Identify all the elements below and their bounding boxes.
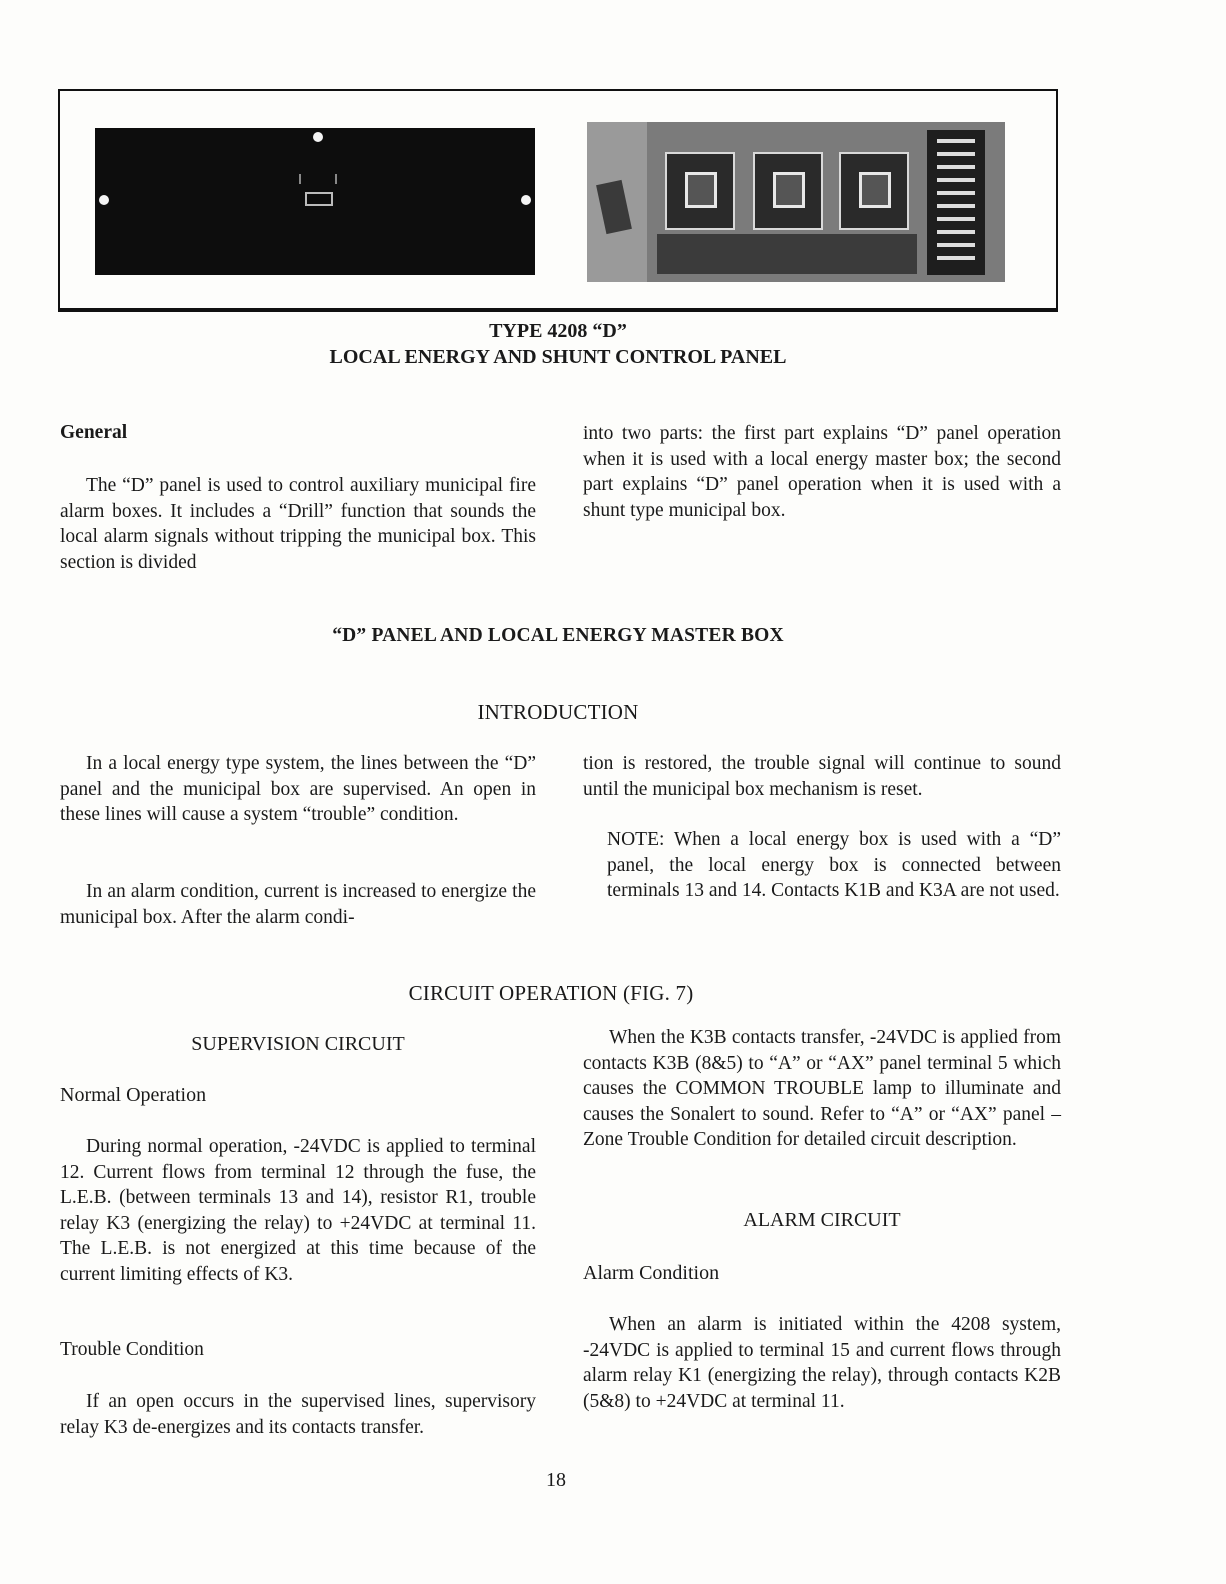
general-paragraph: The “D” panel is used to control auxiliary municipal fire alarm boxes. It includes a “Drill” function that sounds the local alarm signals without tripping the municipal box. This section is divided xyxy=(60,475,536,573)
intro-paragraph-1: In a local energy type system, the lines between the “D” panel and the municipal box are supervised. An open in these lines will cause a system “trouble” condition. xyxy=(60,753,536,825)
trouble-condition-heading: Trouble Condition xyxy=(60,1339,204,1360)
normal-operation-paragraph: During normal operation, -24VDC is applied to terminal 12. Current flows from terminal 12 through the fuse, the L.E.B. (between terminals 13 and 14), resistor R1, trouble relay K3 (energizing the relay) to +24VDC at terminal 11. The L.E.B. is not energized at this time because of the current limiting effects of K3. xyxy=(60,1136,536,1285)
figure-caption xyxy=(0,318,1116,370)
alarm-condition-paragraph: When an alarm is initiated within the 4208 system, -24VDC is applied to terminal 15 and current flows through alarm relay K1 (energizing the relay), through contacts K2B (5&8) to +24VDC at terminal 11. xyxy=(583,1314,1061,1412)
alarm-circuit-heading: ALARM CIRCUIT xyxy=(743,1209,901,1231)
intro-paragraph-2-continued: tion is restored, the trouble signal will continue to sound until the municipal box mechanism is reset. xyxy=(583,753,1061,800)
section-title: “D” PANEL AND LOCAL ENERGY MASTER BOX xyxy=(332,625,784,646)
supervision-circuit-heading: SUPERVISION CIRCUIT xyxy=(191,1033,405,1055)
k3b-transfer-paragraph: When the K3B contacts transfer, -24VDC is applied from contacts K3B (8&5) to “A” or “AX” panel terminal 5 which causes the COMMON TROUBLE lamp to illuminate and causes the Sonalert to sound. Refer to “A” or “AX” panel – Zone Trouble Condition for detailed circuit description. xyxy=(583,1027,1061,1150)
control-panel-photo xyxy=(95,128,535,275)
alarm-condition-heading: Alarm Condition xyxy=(583,1262,720,1284)
introduction-heading: INTRODUCTION xyxy=(477,700,639,724)
trouble-condition-paragraph: If an open occurs in the supervised lines, supervisory relay K3 de-energizes and its contacts transfer. xyxy=(60,1391,536,1438)
intro-paragraph-2: In an alarm condition, current is increased to energize the municipal box. After the alarm condi- xyxy=(60,881,536,928)
circuit-board-photo xyxy=(587,122,1005,282)
circuit-operation-heading: CIRCUIT OPERATION (FIG. 7) xyxy=(408,981,694,1005)
caption-line-2: LOCAL ENERGY AND SHUNT CONTROL PANEL xyxy=(329,346,787,368)
general-paragraph-continued: into two parts: the first part explains “D” panel operation when it is used with a local energy master box; the second part explains “D” panel operation when it is used with a shunt type municipal box. xyxy=(583,423,1061,521)
general-heading: General xyxy=(60,422,128,443)
caption-line-1: TYPE 4208 “D” xyxy=(489,320,627,342)
page-number: 18 xyxy=(546,1469,566,1491)
note-paragraph xyxy=(607,827,1061,904)
normal-operation-heading: Normal Operation xyxy=(60,1084,207,1106)
note-text: When a local energy box is used with a “D” panel, the local energy box is connected between terminals 13 and 14. Contacts K1B and K3A are not used. xyxy=(607,829,1061,901)
note-label: NOTE: xyxy=(607,829,665,850)
